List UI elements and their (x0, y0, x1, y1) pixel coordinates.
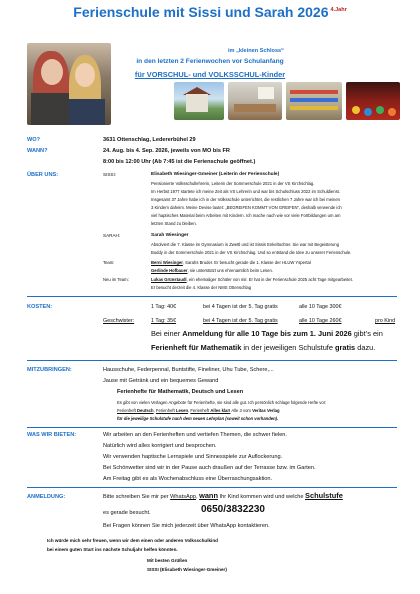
team-label: Team: (103, 260, 115, 265)
about-label: ÜBER UNS: (27, 172, 59, 178)
page-title (0, 4, 420, 20)
sissi-bio-2: Im Herbst 1977 startete ich meine Zeit als VS Lehrerin und war bis Schulschluss 2022 im Schuldienst. (151, 189, 340, 194)
offer-line-2: Natürlich wird alles korrigiert und besprochen. (103, 443, 217, 449)
siblings-ten-days: alle 10 Tage 260€ (299, 318, 342, 324)
cost-day-price: 1 Tag: 40€ (151, 304, 177, 310)
team-line-1: Berni Wiesinger, Sarahs Bruder. Er besucht gerade die 1. Klasse der HLUW Yspertal (151, 260, 311, 265)
sissi-label: SISSI: (103, 172, 117, 177)
promo-line-1: Bei einer Anmeldung für alle 10 Tage bis zum 1. Juni 2026 gibt’s ein (151, 329, 383, 338)
sarah-name: Sarah Wiesinger (151, 233, 189, 238)
when-times: 8:00 bis 12:00 Uhr (Ab 7:45 ist die Ferienschule geöffnet.) (103, 159, 256, 165)
newteam-label: Neu im Team: (103, 277, 129, 282)
sissi-bio-1: Pensionierte Volksschullehrerin, Leiterin der Sommerschule 2021 in der VS Kirchschlag. (151, 181, 315, 186)
sarah-bio-1: Absolviert die 7. Klasse im Gymnasium in Zwettl und ist Sissis Enkeltochter. Sie war mit Begeisterung (151, 242, 340, 247)
bring-label: MITZUBRINGEN: (27, 367, 72, 373)
closing-line-1: Ich würde mich sehr freuen, wenn wir dem einen oder anderen Volksschulkind (47, 538, 218, 543)
cost-fifth-day-note: bei 4 Tagen ist der 5. Tag gratis (203, 304, 278, 310)
title-year-badge: 4.Jahr (330, 7, 347, 14)
when-dates: 24. Aug. bis 4. Sep. 2026, jeweils von MO bis FR (103, 148, 230, 154)
closing-greeting: Mit besten Grüßen (147, 558, 188, 563)
sissi-bio-6: letzten Stand zu bleiben. (151, 221, 197, 226)
newteam-line-2: Er besucht derzeit die 4. Klasse der NMS Ottenschlag (151, 285, 252, 290)
signup-label: ANMELDUNG: (27, 494, 66, 500)
offer-line-5: Am Freitag gibt es als Wochenabschluss eine Überraschungsaktion. (103, 476, 273, 482)
whatsapp-link[interactable]: WhatsApp (170, 494, 196, 500)
signup-line-1: Bitte schreiben Sie mir per WhatsApp, wann Ihr Kind kommen wird und welche Schulstufe (103, 491, 343, 500)
offer-label: WAS WIR BIETEN: (27, 432, 77, 438)
siblings-fifth-day-note: bei 4 Tagen ist der 5. Tag gratis (203, 318, 278, 324)
divider-kosten (27, 296, 397, 297)
sisters-photo (27, 43, 111, 125)
siblings-day-price: 1 Tag: 35€ (151, 318, 177, 324)
where-value: 3631 Ottenschlag, Ledererbühel 29 (103, 137, 196, 143)
team-member-gerlinde: Gerlinde Hofbauer (151, 268, 188, 273)
sarah-bio-2: Buddy in der Sommerschule 2021 in der VS Kirchschlag. Und so entstand die Idee zu unserer Ferienschule. (151, 250, 352, 255)
siblings-label: Geschwister: (103, 318, 135, 324)
divider-bieten (27, 427, 397, 428)
bring-note-1: Es gibt von vielen Verlagen Angebote für Ferienhefte, sie sind alle gut. Ich persönlich schlage folgende Hefte vor: (117, 400, 327, 405)
offer-line-1: Wir arbeiten an den Ferienheften und vertiefen Themen, die schwer fielen. (103, 432, 287, 438)
audience-subtitle: für VORSCHUL- und VOLKSSCHUL-Kinder (134, 70, 286, 79)
sissi-bio-3: Insgesamt 37 Jahre habe ich in der Volksschule unterrichtet, die restlichen 7 Jahre war ich bei meinen (151, 197, 341, 202)
closing-signature: SISSI (Elisabeth Wiesinger-Gmeiner) (147, 567, 227, 572)
castle-photo (174, 82, 224, 120)
weeks-subtitle: in den letzten 2 Ferienwochen vor Schulanfang (136, 58, 284, 65)
team-line-2: Gerlinde Hofbauer, sie unterstützt uns ehrenamtlich beim Lesen. (151, 268, 273, 273)
offer-line-3: Wir verwenden haptische Lernspiele und Sinnesspiele zur Auflockerung. (103, 454, 283, 460)
red-room-photo (346, 82, 400, 120)
closing-line-2: bei einem guten Start ins nächste Schuljahr helfen könnten. (47, 547, 178, 552)
offer-line-4: Bei Schönwetter sind wir in der Pause auch draußen auf der Terrasse bzw. im Garten. (103, 465, 316, 471)
siblings-per-child: pro Kind (375, 318, 396, 324)
sissi-bio-5: viel haptisches Material beim Arbeiten mit Kindern. Ich mache nach wie vor viele Fortbildungen um am (151, 213, 341, 218)
divider-anmeldung (27, 487, 397, 488)
school-subtitle: im „kleinen Schloss“ (228, 48, 284, 54)
room-photo (228, 82, 282, 120)
bring-note-2: Ferienheft Deutsch, Ferienheft Lesen, Ferienheft Alles klar! Alle 3 vom Veritas Verlag (117, 408, 280, 413)
bring-line-3: Ferienhefte für Mathematik, Deutsch und Lesen (117, 389, 244, 395)
sissi-name: Elisabeth Wiesinger-Gmeiner (Leiterin der Ferienschule) (151, 172, 280, 177)
team-member-berni: Berni Wiesinger (151, 260, 183, 265)
promo-line-2: Ferienheft für Mathematik in der jeweiligen Schulstufe gratis dazu. (151, 343, 376, 352)
bring-line-1: Hausschuhe, Federpennal, Buntstifte, Fineliner, Uhu Tube, Schere,... (103, 367, 274, 373)
divider-mitbringen (27, 360, 397, 361)
where-label: WO? (27, 137, 41, 143)
title-text: Ferienschule mit Sissi und Sarah 2026 (73, 4, 329, 20)
sarah-label: SARAH: (103, 233, 121, 238)
bring-note-3: für die jeweilige Schulstufe nach dem neuen Lehrplan (soweit schon vorhanden). (117, 416, 279, 421)
cost-label: KOSTEN: (27, 304, 53, 310)
signup-line-3: Bei Fragen können Sie mich jederzeit über WhatsApp kontaktieren. (103, 523, 270, 529)
bring-line-2: Jause mit Getränk und ein bequemes Gewand (103, 378, 219, 384)
signup-line-2: es gerade besucht. (103, 510, 151, 516)
when-label: WANN? (27, 148, 48, 154)
classroom-photo (286, 82, 342, 120)
team-member-lukas: Lukas Grünstaudl (151, 277, 187, 282)
phone-number[interactable]: 0650/3832230 (201, 504, 265, 515)
sissi-bio-4: 3 Kindern daheim. Meine Devise lautet: „BEGREIFEN KOMMT VON GREIFEN“, deshalb verwende ich (151, 205, 342, 210)
newteam-line-1: Lukas Grünstaudl, ein ehemaliger Schüler von mir. Er hat in der Ferienschule 2025 acht Tage mitgearbeitet. (151, 277, 353, 282)
cost-ten-days: alle 10 Tage 300€ (299, 304, 342, 310)
